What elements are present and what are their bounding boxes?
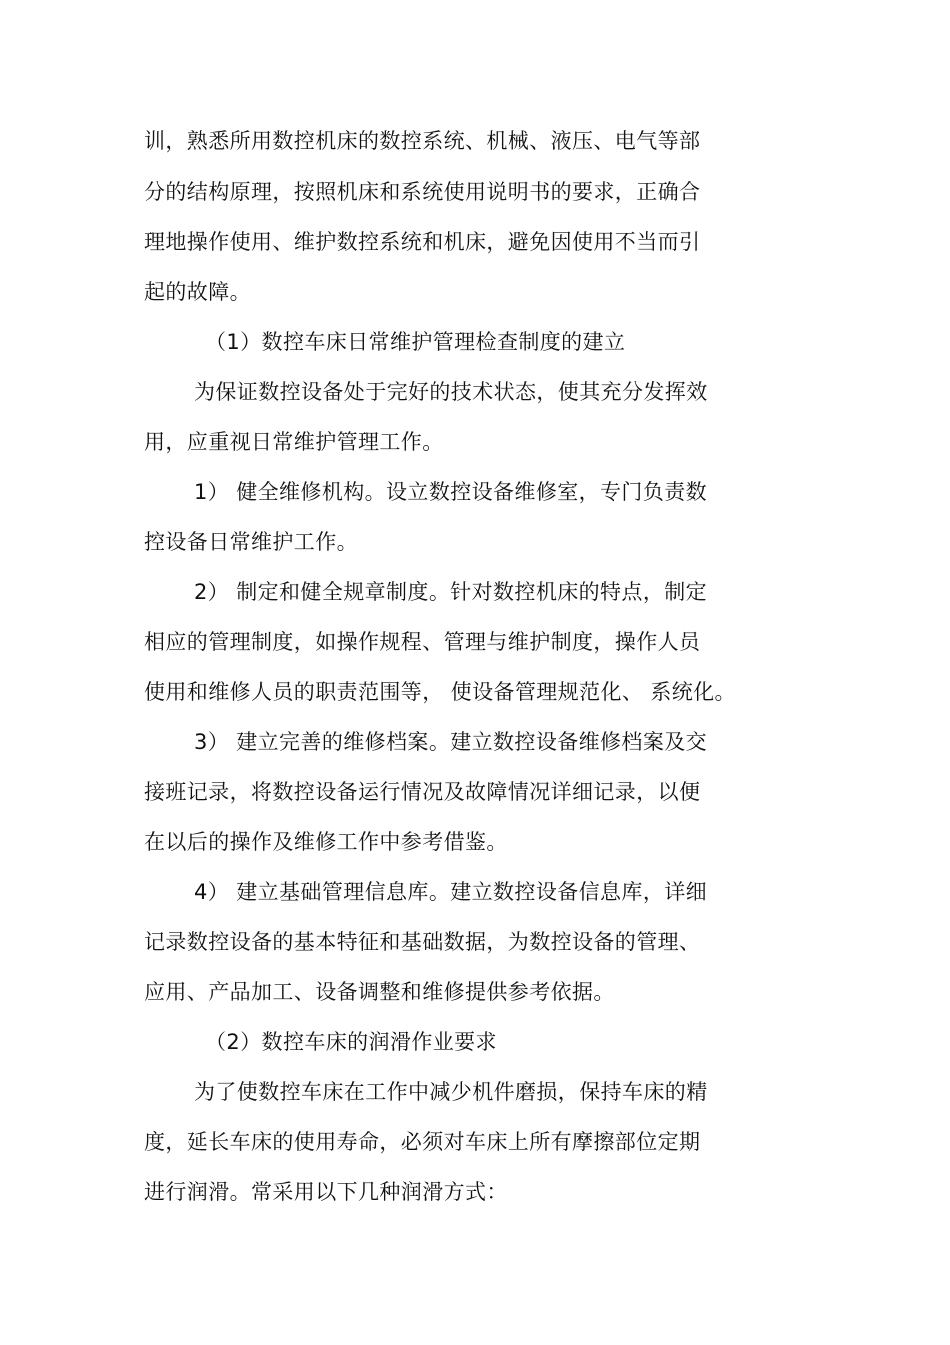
body-text-line: 进行润滑。常采用以下几种润滑方式： <box>144 1180 508 1204</box>
list-item-4: 4） 建立基础管理信息库。建立数控设备信息库，详细 <box>194 880 708 904</box>
body-text-line: 训，熟悉所用数控机床的数控系统、机械、液压、电气等部 <box>144 129 701 153</box>
body-text-line: 度，延长车床的使用寿命，必须对车床上所有摩擦部位定期 <box>144 1130 701 1154</box>
paragraph-first-line: 为保证数控设备处于完好的技术状态，使其充分发挥效 <box>194 380 708 404</box>
paragraph-first-line: 为了使数控车床在工作中减少机件磨损，保持车床的精 <box>194 1080 708 1104</box>
body-text-line: 在以后的操作及维修工作中参考借鉴。 <box>144 830 508 854</box>
body-text-line: 分的结构原理，按照机床和系统使用说明书的要求，正确合 <box>144 180 701 204</box>
section-heading: （2）数控车床的润滑作业要求 <box>205 1030 497 1054</box>
body-text-line: 用，应重视日常维护管理工作。 <box>144 430 444 454</box>
body-text-line: 起的故障。 <box>144 280 251 304</box>
list-item-2: 2） 制定和健全规章制度。针对数控机床的特点，制定 <box>194 580 708 604</box>
list-item-3: 3） 建立完善的维修档案。建立数控设备维修档案及交 <box>194 730 708 754</box>
list-item-1: 1） 健全维修机构。设立数控设备维修室，专门负责数 <box>194 480 708 504</box>
body-text-line: 控设备日常维护工作。 <box>144 530 358 554</box>
section-heading: （1）数控车床日常维护管理检查制度的建立 <box>205 330 626 354</box>
body-text-line: 应用、产品加工、设备调整和维修提供参考依据。 <box>144 980 615 1004</box>
body-text-line: 使用和维修人员的职责范围等， 使设备管理规范化、 系统化。 <box>144 680 736 704</box>
body-text-line: 接班记录，将数控设备运行情况及故障情况详细记录，以便 <box>144 780 701 804</box>
body-text-line: 理地操作使用、维护数控系统和机床，避免因使用不当而引 <box>144 230 701 254</box>
body-text-line: 记录数控设备的基本特征和基础数据，为数控设备的管理、 <box>144 930 701 954</box>
body-text-line: 相应的管理制度，如操作规程、管理与维护制度，操作人员 <box>144 630 701 654</box>
